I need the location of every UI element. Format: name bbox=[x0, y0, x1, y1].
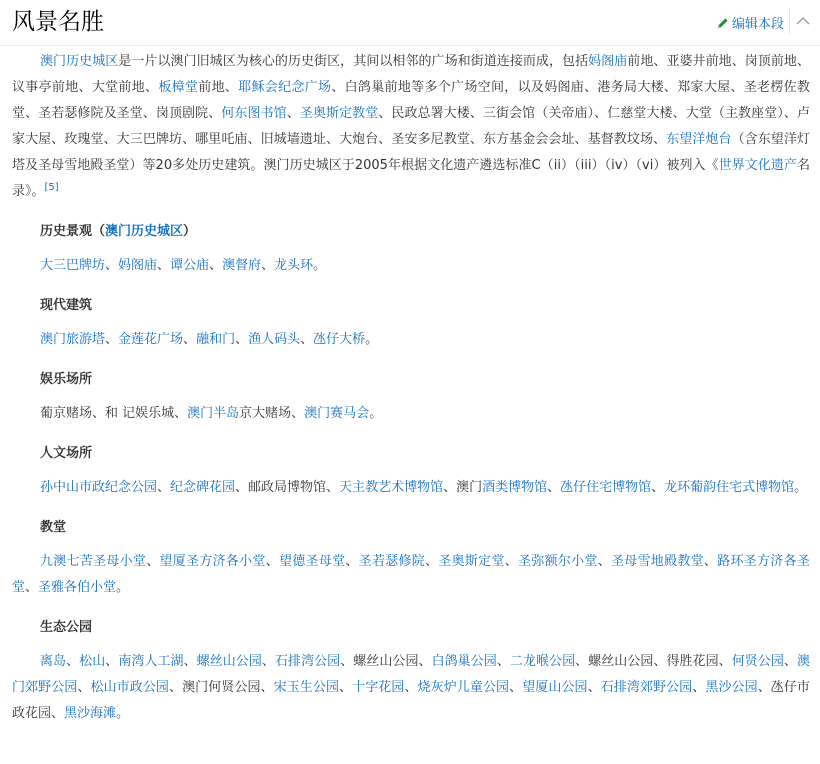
inline-text: 、 bbox=[25, 580, 39, 595]
inline-text: 、 bbox=[509, 680, 523, 695]
subsection-body bbox=[12, 475, 810, 501]
inline-text: 、 bbox=[783, 654, 797, 669]
inline-text: 、氹仔市政花园、 bbox=[12, 680, 810, 721]
inline-link[interactable]: 圣雅各伯小堂 bbox=[38, 580, 117, 595]
inline-text: 、 bbox=[157, 258, 171, 273]
inline-link[interactable]: 圣奥斯定堂 bbox=[438, 554, 505, 569]
inline-text: 、 bbox=[547, 480, 561, 495]
inline-text: 、 bbox=[300, 332, 314, 347]
inline-text: 、 bbox=[157, 480, 171, 495]
reference-link[interactable]: [5] bbox=[44, 182, 59, 193]
inline-link[interactable]: 龙环葡韵住宅式博物馆 bbox=[664, 480, 795, 495]
inline-text: 、 bbox=[261, 258, 275, 273]
subsection-body bbox=[12, 649, 810, 727]
inline-text: 、螺丝山公园、得胜花园、 bbox=[575, 654, 732, 669]
inline-link[interactable]: 谭公庙 bbox=[170, 258, 210, 273]
inline-text: 、 bbox=[404, 680, 418, 695]
subsection-body bbox=[12, 549, 810, 601]
inline-text: 、 bbox=[265, 554, 279, 569]
inline-text: 、 bbox=[261, 654, 275, 669]
intro-text bbox=[12, 54, 810, 199]
inline-text: 、澳门何贤公园、 bbox=[168, 680, 274, 695]
inline-link[interactable]: 石排湾郊野公园 bbox=[600, 680, 693, 695]
subsection-body bbox=[12, 401, 810, 427]
spacer bbox=[12, 242, 810, 253]
inline-link[interactable]: 南湾人工湖 bbox=[118, 654, 184, 669]
inline-link[interactable]: 澳门旅游塔 bbox=[40, 332, 106, 347]
inline-link[interactable]: 渔人码头 bbox=[248, 332, 301, 347]
inline-link[interactable]: 松山市政公园 bbox=[90, 680, 169, 695]
inline-link[interactable]: 望德圣母堂 bbox=[279, 554, 346, 569]
inline-link[interactable]: 望厦圣方济各小堂 bbox=[159, 554, 266, 569]
inline-link[interactable]: 望厦山公园 bbox=[522, 680, 588, 695]
inline-link[interactable]: 黑沙海滩 bbox=[64, 706, 117, 721]
subsection-heading bbox=[12, 518, 810, 538]
inline-text: 、 bbox=[597, 554, 611, 569]
spacer bbox=[12, 501, 810, 518]
inline-text: 、 bbox=[496, 654, 510, 669]
inline-link[interactable]: 离岛 bbox=[40, 654, 67, 669]
inline-link[interactable]: 澳门历史城区 bbox=[40, 54, 119, 69]
inline-text: 。 bbox=[794, 480, 808, 495]
inline-text: 、 bbox=[105, 332, 119, 347]
spacer bbox=[12, 390, 810, 401]
inline-link[interactable]: 东望洋炮台 bbox=[666, 132, 732, 147]
inline-link[interactable]: 二龙喉公园 bbox=[509, 654, 576, 669]
inline-link[interactable]: 圣奥斯定教堂 bbox=[299, 106, 379, 121]
inline-text: 、 bbox=[66, 654, 80, 669]
inline-text: ） bbox=[183, 224, 197, 239]
inline-link[interactable]: 十字花园 bbox=[352, 680, 405, 695]
inline-text: 、民政总署大楼、三街会馆（关帝庙）、仁慈堂大楼、大堂（主教座堂）、卢家大屋、玫瑰堂、大三巴牌坊、哪里吒庙、旧城墙遗址、大炮台、圣安多尼教堂、东方基金会会址、基督教坟场、 bbox=[12, 106, 810, 147]
spacer bbox=[12, 353, 810, 370]
spacer bbox=[12, 601, 810, 618]
inline-link[interactable]: 世界文化遗产 bbox=[718, 158, 797, 173]
subsection-heading bbox=[12, 444, 810, 464]
inline-link[interactable]: 龙头环 bbox=[274, 258, 314, 273]
inline-link[interactable]: 澳门郊野公园 bbox=[12, 654, 810, 695]
spacer bbox=[12, 316, 810, 327]
inline-link[interactable]: 路环圣方济各圣堂 bbox=[12, 554, 810, 595]
inline-text: 京大赌场、 bbox=[239, 406, 305, 421]
subsection-heading bbox=[12, 618, 810, 638]
inline-link[interactable]: 松山 bbox=[79, 654, 106, 669]
subsection-heading bbox=[12, 296, 810, 316]
inline-link[interactable]: 何东图书馆 bbox=[221, 106, 287, 121]
inline-link[interactable]: 氹仔大桥 bbox=[313, 332, 366, 347]
inline-text: 、 bbox=[504, 554, 519, 569]
inline-text: 、 bbox=[77, 680, 91, 695]
inline-link[interactable]: 白鸽巢公园 bbox=[431, 654, 497, 669]
inline-text: 现代建筑 bbox=[40, 298, 93, 313]
inline-text: 、螺丝山公园、 bbox=[340, 654, 432, 669]
inline-text: 、 bbox=[425, 554, 439, 569]
inline-text: 。 bbox=[116, 706, 130, 721]
inline-link[interactable]: 澳门半岛 bbox=[187, 406, 240, 421]
edit-section-button[interactable] bbox=[717, 13, 784, 32]
inline-text: 、 bbox=[692, 680, 706, 695]
subsection-body bbox=[12, 327, 810, 353]
inline-text: 。 bbox=[369, 406, 383, 421]
inline-text: 、 bbox=[105, 654, 119, 669]
inline-text: 名录》。 bbox=[12, 158, 810, 199]
intro-paragraph bbox=[12, 49, 810, 205]
inline-text: 、 bbox=[235, 332, 249, 347]
spacer bbox=[12, 538, 810, 549]
inline-link[interactable]: 黑沙公园 bbox=[705, 680, 758, 695]
inline-link[interactable]: 澳门赛马会 bbox=[304, 406, 370, 421]
inline-text: 。 bbox=[365, 332, 379, 347]
spacer bbox=[12, 205, 810, 222]
subsection-heading bbox=[12, 222, 810, 242]
edit-section-label: 编辑本段 bbox=[731, 17, 784, 32]
subsections bbox=[12, 205, 810, 727]
section-title: 风景名胜 bbox=[12, 9, 104, 35]
inline-text: 、 bbox=[146, 554, 160, 569]
inline-link[interactable]: 圣母雪地殿教堂 bbox=[610, 554, 704, 569]
chevron-up-icon bbox=[796, 14, 810, 29]
inline-text: 生态公园 bbox=[40, 620, 93, 635]
inline-text: 、 bbox=[183, 332, 197, 347]
collapse-button[interactable] bbox=[789, 8, 816, 34]
inline-link[interactable]: 酒类博物馆 bbox=[482, 480, 548, 495]
pencil-icon bbox=[717, 17, 729, 29]
inline-link[interactable]: 大三巴牌坊 bbox=[40, 258, 106, 273]
inline-text: 娱乐场所 bbox=[40, 372, 93, 387]
inline-link[interactable]: 何贤公园 bbox=[731, 654, 784, 669]
inline-link[interactable]: 澳督府 bbox=[222, 258, 262, 273]
inline-link[interactable]: 天主教艺术博物馆 bbox=[339, 480, 444, 495]
inline-text: 历史景观（ bbox=[40, 224, 106, 239]
spacer bbox=[12, 464, 810, 475]
inline-text: 。 bbox=[116, 580, 130, 595]
inline-link[interactable]: 螺丝山公园 bbox=[196, 654, 262, 669]
inline-text: 、白鸽巢前地等多个广场空间，以及妈阁庙、港务局大楼、郑家大屋、圣老楞佐教堂、圣若瑟修院及圣堂、岗顶剧院、 bbox=[12, 80, 810, 121]
inline-text: 教堂 bbox=[40, 520, 67, 535]
inline-link[interactable]: 烧灰炉儿童公园 bbox=[417, 680, 510, 695]
inline-link[interactable]: 妈阁庙 bbox=[588, 54, 628, 69]
inline-text: 、澳门 bbox=[443, 480, 483, 495]
spacer bbox=[12, 638, 810, 649]
inline-link[interactable]: 圣弥额尔小堂 bbox=[518, 554, 598, 569]
inline-link[interactable]: 金莲花广场 bbox=[118, 332, 184, 347]
inline-text: 人文场所 bbox=[40, 446, 93, 461]
inline-link[interactable]: 石排湾公园 bbox=[274, 654, 341, 669]
inline-text: 、 bbox=[587, 680, 601, 695]
inline-text: 。 bbox=[313, 258, 327, 273]
inline-text: 、 bbox=[286, 106, 300, 121]
section-header bbox=[0, 0, 820, 46]
inline-link[interactable]: 耶稣会纪念广场 bbox=[238, 80, 332, 95]
inline-text: 、 bbox=[209, 258, 223, 273]
inline-link[interactable]: 宋玉生公园 bbox=[273, 680, 340, 695]
subsection-body bbox=[12, 253, 810, 279]
inline-link[interactable]: 融和门 bbox=[196, 332, 236, 347]
inline-text: 、 bbox=[703, 554, 718, 569]
inline-text: 、邮政局博物馆、 bbox=[235, 480, 340, 495]
inline-link[interactable]: 圣若瑟修院 bbox=[358, 554, 426, 569]
spacer bbox=[12, 427, 810, 444]
inline-text: 、 bbox=[183, 654, 197, 669]
inline-text: 、 bbox=[339, 680, 353, 695]
spacer bbox=[12, 279, 810, 296]
inline-text: 、 bbox=[651, 480, 665, 495]
inline-text: 前地、 bbox=[198, 80, 239, 95]
inline-text: 葡京赌场、和 记娱乐城、 bbox=[40, 406, 188, 421]
inline-text: 是一片以澳门旧城区为核心的历史街区，其间以相邻的广场和街道连接而成，包括 bbox=[118, 54, 589, 69]
inline-link[interactable]: 九澳七苦圣母小堂 bbox=[40, 554, 147, 569]
section-content bbox=[0, 49, 820, 727]
inline-link[interactable]: 孙中山市政纪念公园 bbox=[40, 480, 158, 495]
inline-text: 、 bbox=[345, 554, 359, 569]
inline-link[interactable]: 板樟堂 bbox=[158, 80, 199, 95]
inline-text: （含东望洋灯塔及圣母雪地殿圣堂）等20多处历史建筑。澳门历史城区于2005年根据文化遗产遴选标准C（ii）（iii）（iv）（vi）被列入《 bbox=[12, 132, 810, 173]
inline-link[interactable]: 氹仔住宅博物馆 bbox=[560, 480, 652, 495]
inline-link[interactable]: 妈阁庙 bbox=[118, 258, 158, 273]
subsection-heading bbox=[12, 370, 810, 390]
inline-text: 、 bbox=[105, 258, 119, 273]
inline-link[interactable]: 澳门历史城区 bbox=[105, 224, 184, 239]
inline-text: 前地、亚婆井前地、岗顶前地、议事亭前地、大堂前地、 bbox=[12, 54, 810, 95]
inline-link[interactable]: 纪念碑花园 bbox=[170, 480, 236, 495]
